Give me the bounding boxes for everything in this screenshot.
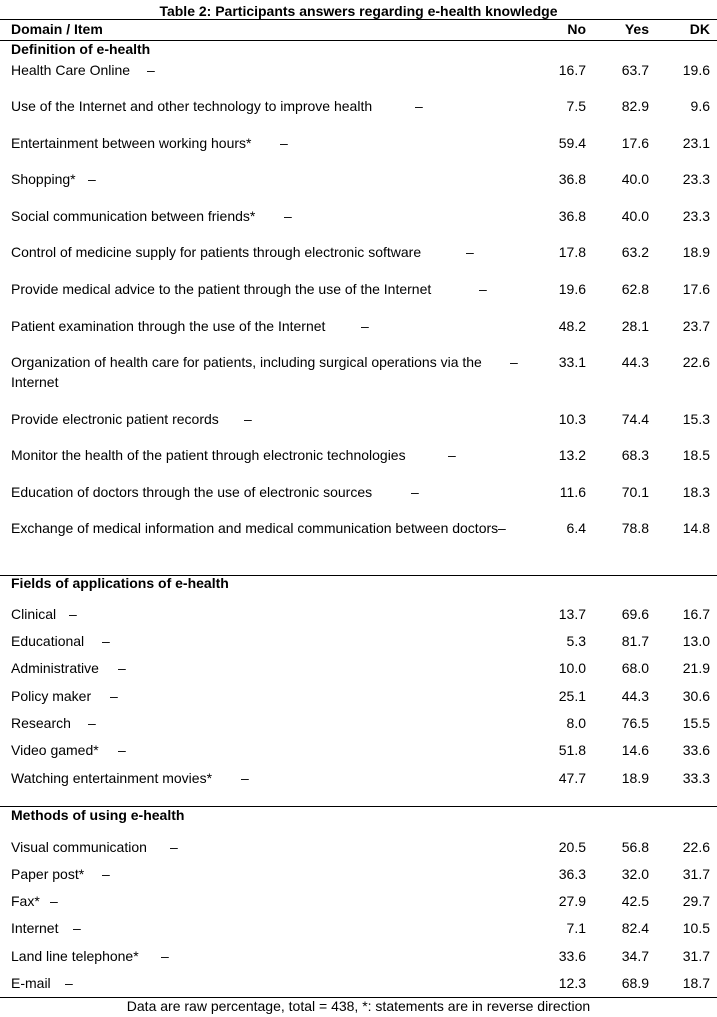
- row-dash: –: [88, 715, 96, 731]
- row-label: Paper post*: [11, 866, 85, 882]
- row-dash: –: [102, 866, 110, 882]
- row-label: Shopping*: [11, 171, 76, 187]
- value-yes: 63.7: [621, 62, 649, 78]
- row-label: Research: [11, 715, 71, 731]
- row-dash: –: [147, 62, 155, 78]
- value-yes: 44.3: [621, 688, 649, 704]
- row-dash: –: [161, 948, 169, 964]
- value-dk: 15.3: [682, 411, 710, 427]
- row-dash: –: [411, 484, 419, 500]
- row-dash: –: [244, 411, 252, 427]
- row-label: Visual communication: [11, 839, 147, 855]
- row-label: Watching entertainment movies*: [11, 770, 213, 786]
- value-dk: 31.7: [682, 948, 710, 964]
- row-label: Provide medical advice to the patient through the use of the Internet: [11, 281, 432, 297]
- value-dk: 17.6: [682, 281, 710, 297]
- value-yes: 44.3: [621, 354, 649, 370]
- value-no: 36.8: [558, 208, 586, 224]
- value-yes: 18.9: [621, 770, 649, 786]
- row-label: Provide electronic patient records: [11, 411, 219, 427]
- row-dash: –: [241, 770, 249, 786]
- value-no: 19.6: [558, 281, 586, 297]
- value-yes: 56.8: [621, 839, 649, 855]
- value-dk: 10.5: [682, 920, 710, 936]
- header-yes: Yes: [624, 21, 649, 37]
- value-no: 11.6: [559, 484, 586, 500]
- value-dk: 18.5: [682, 447, 710, 463]
- value-dk: 23.1: [682, 135, 710, 151]
- row-dash: –: [118, 742, 126, 758]
- row-dash: –: [284, 208, 292, 224]
- value-dk: 18.7: [682, 975, 710, 991]
- value-yes: 40.0: [621, 208, 649, 224]
- row-dash: –: [466, 244, 474, 260]
- value-yes: 82.4: [621, 920, 649, 936]
- value-no: 12.3: [558, 975, 586, 991]
- value-dk: 21.9: [682, 660, 710, 676]
- value-yes: 81.7: [621, 633, 649, 649]
- value-dk: 18.9: [682, 244, 710, 260]
- value-dk: 30.6: [682, 688, 710, 704]
- value-yes: 82.9: [621, 98, 649, 114]
- row-dash: –: [88, 171, 96, 187]
- table-title: Table 2: Participants answers regarding e-health knowledge: [159, 3, 558, 19]
- row-dash: –: [118, 660, 126, 676]
- row-dash: –: [415, 98, 423, 114]
- row-label: Entertainment between working hours*: [11, 135, 252, 151]
- row-label: Video gamed*: [11, 742, 99, 758]
- row-dash: –: [102, 633, 110, 649]
- value-no: 33.1: [558, 354, 586, 370]
- value-no: 51.8: [558, 742, 586, 758]
- value-no: 36.3: [558, 866, 586, 882]
- value-no: 17.8: [558, 244, 586, 260]
- section-title: Methods of using e-health: [11, 807, 185, 823]
- row-label: Use of the Internet and other technology to improve health: [11, 98, 373, 114]
- row-label: Clinical: [11, 606, 57, 622]
- value-no: 13.2: [558, 447, 586, 463]
- value-dk: 33.3: [682, 770, 710, 786]
- header-dk: DK: [689, 21, 710, 37]
- value-no: 13.7: [558, 606, 586, 622]
- row-label: Land line telephone*: [11, 948, 139, 964]
- row-dash: –: [361, 318, 369, 334]
- row-label: Exchange of medical information and medical communication between doctors: [11, 520, 499, 536]
- row-dash: –: [65, 975, 73, 991]
- value-dk: 23.7: [682, 318, 710, 334]
- table-header-row: [0, 20, 717, 40]
- value-dk: 31.7: [682, 866, 710, 882]
- value-dk: 22.6: [682, 839, 710, 855]
- value-no: 6.4: [566, 520, 586, 536]
- value-dk: 13.0: [682, 633, 710, 649]
- row-label: Control of medicine supply for patients through electronic software: [11, 244, 422, 260]
- value-yes: 78.8: [621, 520, 649, 536]
- section-title: Definition of e-health: [11, 41, 151, 57]
- value-no: 5.3: [566, 633, 586, 649]
- row-dash: –: [110, 688, 118, 704]
- value-yes: 69.6: [621, 606, 649, 622]
- row-dash: –: [69, 606, 77, 622]
- value-no: 8.0: [566, 715, 586, 731]
- value-dk: 15.5: [682, 715, 710, 731]
- value-dk: 9.6: [690, 98, 710, 114]
- value-no: 36.8: [558, 171, 586, 187]
- row-label: Education of doctors through the use of electronic sources: [11, 484, 373, 500]
- value-no: 20.5: [558, 839, 586, 855]
- value-no: 25.1: [558, 688, 586, 704]
- value-dk: 22.6: [682, 354, 710, 370]
- row-label: Administrative: [11, 660, 99, 676]
- value-yes: 14.6: [621, 742, 649, 758]
- row-label: Organization of health care for patients, including surgical operations via the Internet: [11, 354, 482, 390]
- value-dk: 23.3: [682, 208, 710, 224]
- value-no: 10.3: [558, 411, 586, 427]
- row-dash: –: [280, 135, 288, 151]
- row-dash: –: [50, 893, 58, 909]
- row-label: Policy maker: [11, 688, 92, 704]
- row-label: Patient examination through the use of the Internet: [11, 318, 326, 334]
- value-yes: 62.8: [621, 281, 649, 297]
- row-dash: –: [479, 281, 487, 297]
- value-no: 33.6: [558, 948, 586, 964]
- value-no: 7.5: [566, 98, 586, 114]
- row-label: Social communication between friends*: [11, 208, 256, 224]
- value-yes: 34.7: [621, 948, 649, 964]
- value-yes: 76.5: [621, 715, 649, 731]
- header-no: No: [567, 21, 586, 37]
- value-yes: 68.9: [621, 975, 649, 991]
- value-no: 59.4: [558, 135, 586, 151]
- row-dash: –: [170, 839, 178, 855]
- row-dash: –: [73, 920, 81, 936]
- value-yes: 42.5: [621, 893, 649, 909]
- value-dk: 19.6: [682, 62, 710, 78]
- row-label: Fax*: [11, 893, 40, 909]
- value-dk: 33.6: [682, 742, 710, 758]
- value-yes: 32.0: [621, 866, 649, 882]
- row-label: Monitor the health of the patient through electronic technologies: [11, 447, 406, 463]
- value-yes: 40.0: [621, 171, 649, 187]
- value-no: 27.9: [558, 893, 586, 909]
- value-dk: 23.3: [682, 171, 710, 187]
- value-dk: 14.8: [682, 520, 710, 536]
- value-yes: 68.3: [621, 447, 649, 463]
- row-label: Health Care Online: [11, 62, 131, 78]
- value-yes: 63.2: [621, 244, 649, 260]
- section-title: Fields of applications of e-health: [11, 575, 229, 591]
- table-footnote: Data are raw percentage, total = 438, *: statements are in reverse direction: [126, 998, 591, 1014]
- value-dk: 29.7: [682, 893, 710, 909]
- row-dash: –: [510, 354, 518, 370]
- value-yes: 70.1: [621, 484, 649, 500]
- value-yes: 17.6: [621, 135, 649, 151]
- row-dash: –: [498, 520, 506, 536]
- value-dk: 18.3: [682, 484, 710, 500]
- value-yes: 28.1: [621, 318, 649, 334]
- row-label: Educational: [11, 633, 85, 649]
- row-label: E-mail: [11, 975, 51, 991]
- value-dk: 16.7: [682, 606, 710, 622]
- value-yes: 74.4: [621, 411, 649, 427]
- row-dash: –: [448, 447, 456, 463]
- header-item: Domain / Item: [11, 21, 103, 37]
- value-no: 48.2: [558, 318, 586, 334]
- value-no: 7.1: [566, 920, 586, 936]
- value-no: 10.0: [558, 660, 586, 676]
- value-no: 16.7: [558, 62, 586, 78]
- value-yes: 68.0: [621, 660, 649, 676]
- value-no: 47.7: [558, 770, 586, 786]
- row-label: Internet: [11, 920, 59, 936]
